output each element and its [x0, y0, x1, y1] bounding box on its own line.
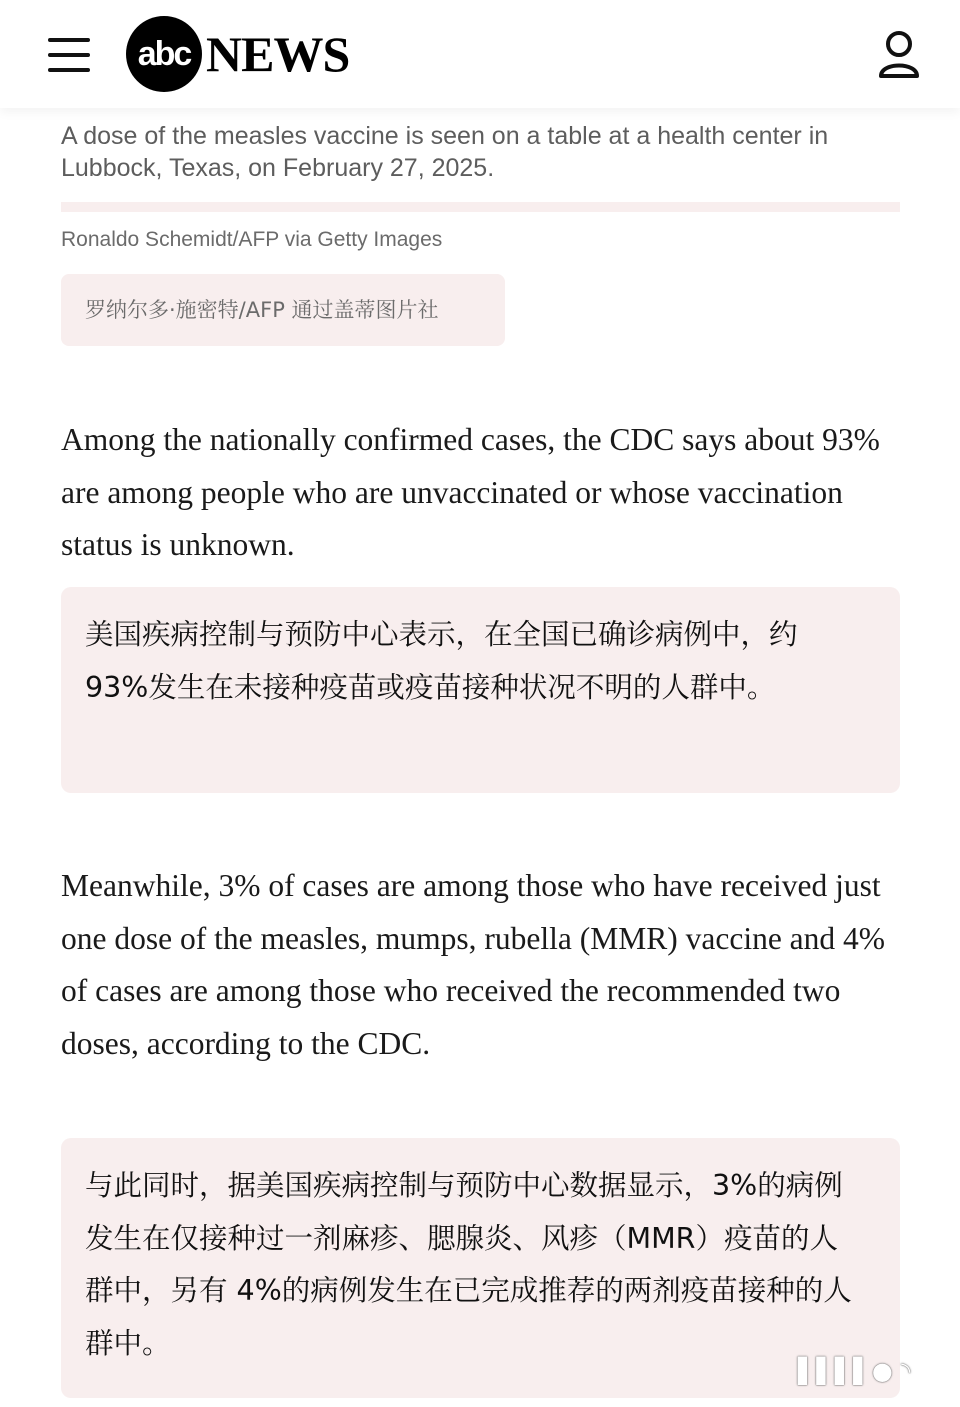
- translation-box: 与此同时，据美国疾病控制与预防中心数据显示，3%的病例发生在仅接种过一剂麻疹、腮腺炎、风疹（MMR）疫苗的人群中，另有 4%的病例发生在已完成推荐的两剂疫苗接种的人群中。: [61, 1138, 900, 1398]
- article-paragraph: Among the nationally confirmed cases, the CDC says about 93% are among people who are unvaccinated or whose vaccination status is unknown.: [61, 422, 880, 562]
- photo-credit: Ronaldo Schemidt/AFP via Getty Images: [61, 228, 443, 251]
- caption-divider: [61, 202, 900, 212]
- translation-box: 美国疾病控制与预防中心表示，在全国已确诊病例中，约 93%发生在未接种疫苗或疫苗接种状况不明的人群中。: [61, 587, 900, 793]
- photo-caption: A dose of the measles vaccine is seen on a table at a health center in Lubbock, Texas, on February 27, 2025.: [61, 122, 829, 182]
- news-wordmark: NEWS: [206, 26, 350, 82]
- user-account-icon[interactable]: [876, 30, 922, 78]
- hamburger-menu-icon[interactable]: [48, 38, 90, 72]
- article-paragraph: Meanwhile, 3% of cases are among those who have received just one dose of the measles, mumps, rubella (MMR) vaccine and 4% of cases are among those who received the recommended two doses, according to the CDC.: [61, 868, 886, 1061]
- photo-credit-translation: 罗纳尔多·施密特/AFP 通过盖蒂图片社: [61, 274, 505, 346]
- abc-logo-circle: abc: [126, 16, 202, 92]
- watermark-logo: ▌▌▌▌● ◝: [798, 1357, 911, 1385]
- site-header: [0, 0, 960, 108]
